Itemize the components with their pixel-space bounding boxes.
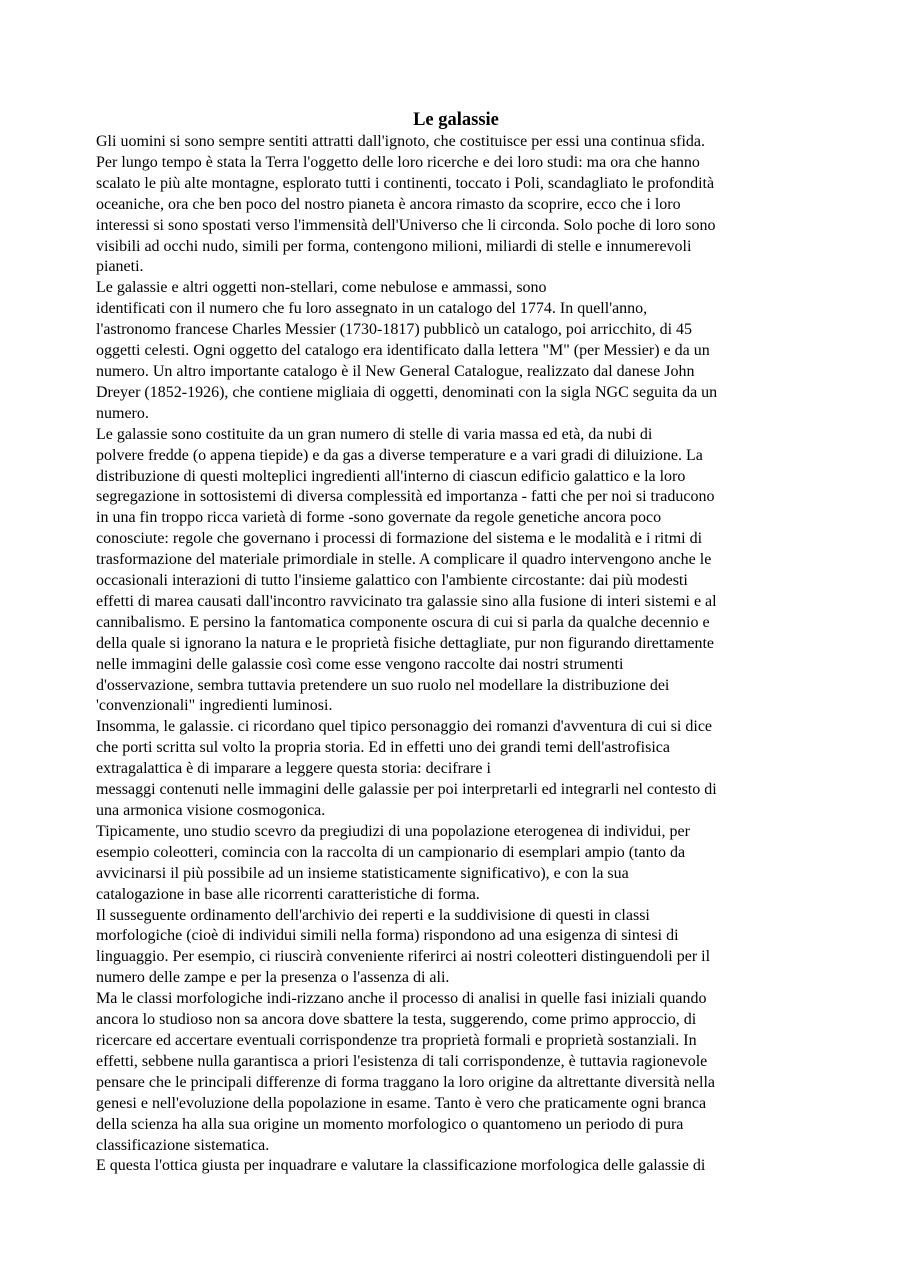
text-line: esempio coleotteri, comincia con la raccolta di un campionario di esemplari ampio (tanto da (96, 843, 686, 861)
text-line: Ma le classi morfologiche indi-rizzano anche il processo di analisi in quelle fasi iniziali quando (96, 990, 707, 1008)
text-line: effetti, sebbene nulla garantisca a priori l'esistenza di tali corrispondenze, è tuttavia ragionevole (96, 1052, 708, 1070)
text-line: Insomma, le galassie. ci ricordano quel tipico personaggio dei romanzi d'avventura di cui si dice (96, 718, 713, 736)
paragraph (96, 989, 808, 1156)
text-line: Le galassie e altri oggetti non-stellari, come nebulose e ammassi, sono (96, 279, 547, 297)
text-line: pensare che le principali differenze di forma traggano la loro origine da altrettante diversità nella (96, 1073, 715, 1091)
text-line: extragalattica è di imparare a leggere questa storia: decifrare i (96, 760, 491, 778)
text-line: segregazione in sottosistemi di diversa complessità ed importanza - fatti che per noi si traducono (96, 488, 715, 506)
text-line: polvere fredde (o appena tiepide) e da gas a diverse temperature e a vari gradi di diluizione. La (96, 446, 703, 464)
text-line: d'osservazione, sembra tuttavia pretendere un suo ruolo nel modellare la distribuzione dei (96, 676, 670, 694)
text-line: linguaggio. Per esempio, ci riuscirà conveniente riferirci ai nostri coleotteri distinguendoli per il (96, 948, 711, 966)
text-line: 'convenzionali" ingredienti luminosi. (96, 697, 333, 715)
text-line: avvicinarsi il più possibile ad un insieme statisticamente significativo), e con la sua (96, 864, 629, 882)
text-line: della scienza ha alla sua origine un momento morfologico o quantomeno un periodo di pura (96, 1115, 684, 1133)
text-line: scalato le più alte montagne, esplorato tutti i continenti, toccato i Poli, scandagliato le profondità (96, 174, 715, 192)
text-line: Gli uomini si sono sempre sentiti attratti dall'ignoto, che costituisce per essi una continua sfida. (96, 133, 705, 150)
text-line: ricercare ed accertare eventuali corrispondenze tra proprietà formali e proprietà sostanziali. In (96, 1031, 697, 1049)
text-line: pianeti. (96, 258, 144, 276)
text-line: morfologiche (cioè di individui simili nella forma) rispondono ad una esigenza di sintesi di (96, 927, 679, 945)
text-line: messaggi contenuti nelle immagini delle galassie per poi interpretarli ed integrarli nel contesto di (96, 781, 717, 799)
text-line: effetti di marea causati dall'incontro ravvicinato tra galassie sino alla fusione di interi sistemi e al (96, 592, 717, 610)
text-line: trasformazione del materiale primordiale in stelle. A complicare il quadro intervengono anche le (96, 551, 712, 569)
text-line: Per lungo tempo è stata la Terra l'oggetto delle loro ricerche e dei loro studi: ma ora che hanno (96, 153, 700, 171)
text-line: E questa l'ottica giusta per inquadrare e valutare la classificazione morfologica delle galassie di (96, 1157, 706, 1175)
text-line: numero. (96, 404, 149, 422)
text-line: interessi si sono spostati verso l'immensità dell'Universo che li circonda. Solo poche di loro sono (96, 216, 716, 234)
text-line: oceaniche, ora che ben poco del nostro pianeta è ancora rimasto da scoprire, ecco che i loro (96, 195, 681, 213)
text-line: catalogazione in base alle ricorrenti caratteristiche di forma. (96, 885, 480, 903)
text-line: una armonica visione cosmogonica. (96, 802, 326, 819)
paragraph (96, 132, 808, 278)
text-line: Tipicamente, uno studio scevro da pregiudizi di una popolazione eterogenea di individui, per (96, 822, 690, 840)
text-line: visibili ad occhi nudo, simili per forma, contengono milioni, miliardi di stelle e innumerevoli (96, 237, 692, 255)
paragraph (96, 906, 808, 990)
text-line: che porti scritta sul volto la propria storia. Ed in effetti uno dei grandi temi dell'astrofisica (96, 739, 670, 757)
text-line: ancora lo studioso non sa ancora dove sbattere la testa, suggerendo, come primo approccio, di (96, 1011, 697, 1029)
text-line: numero delle zampe e per la presenza o l'assenza di ali. (96, 969, 450, 987)
text-line: classificazione sistematica. (96, 1136, 270, 1154)
paragraph (96, 425, 808, 718)
document-page (96, 108, 808, 1177)
text-line: numero. Un altro importante catalogo è il New General Catalogue, realizzato dal danese John (96, 362, 695, 380)
text-line: distribuzione di questi molteplici ingredienti all'interno di ciascun edificio galattico e la loro (96, 467, 686, 485)
text-line: conosciute: regole che governano i processi di formazione del sistema e le modalità e i ritmi di (96, 530, 703, 548)
paragraph (96, 1156, 808, 1177)
text-line: cannibalismo. E persino la fantomatica componente oscura di cui si parla da qualche decennio e (96, 613, 710, 631)
text-line: occasionali interazioni di tutto l'insieme galattico con l'ambiente circostante: dai più modesti (96, 572, 688, 590)
text-line: identificati con il numero che fu loro assegnato in un catalogo del 1774. In quell'anno, (96, 300, 648, 318)
text-line: della quale si ignorano la natura e le proprietà fisiche dettagliate, pur non figurando direttamente (96, 634, 714, 652)
document-title: Le galassie (413, 110, 499, 130)
paragraph (96, 278, 808, 424)
paragraph (96, 822, 808, 906)
text-line: Le galassie sono costituite da un gran numero di stelle di varia massa ed età, da nubi di (96, 425, 653, 443)
text-line: l'astronomo francese Charles Messier (1730-1817) pubblicò un catalogo, poi arricchito, di 45 (96, 321, 693, 339)
text-line: genesi e nell'evoluzione della popolazione in esame. Tanto è vero che praticamente ogni branca (96, 1094, 707, 1112)
paragraph (96, 717, 808, 822)
text-line: Dreyer (1852-1926), che contiene migliaia di oggetti, denominati con la sigla NGC seguita da un (96, 383, 718, 401)
text-line: Il susseguente ordinamento dell'archivio dei reperti e la suddivisione di questi in classi (96, 906, 650, 924)
text-line: in una fin troppo ricca varietà di forme -sono governate da regole genetiche ancora poco (96, 509, 662, 527)
text-line: oggetti celesti. Ogni oggetto del catalogo era identificato dalla lettera "M" (per Messier) e da un (96, 342, 710, 360)
document-body (96, 132, 808, 1177)
text-line: nelle immagini delle galassie così come esse vengono raccolte dai nostri strumenti (96, 655, 624, 673)
